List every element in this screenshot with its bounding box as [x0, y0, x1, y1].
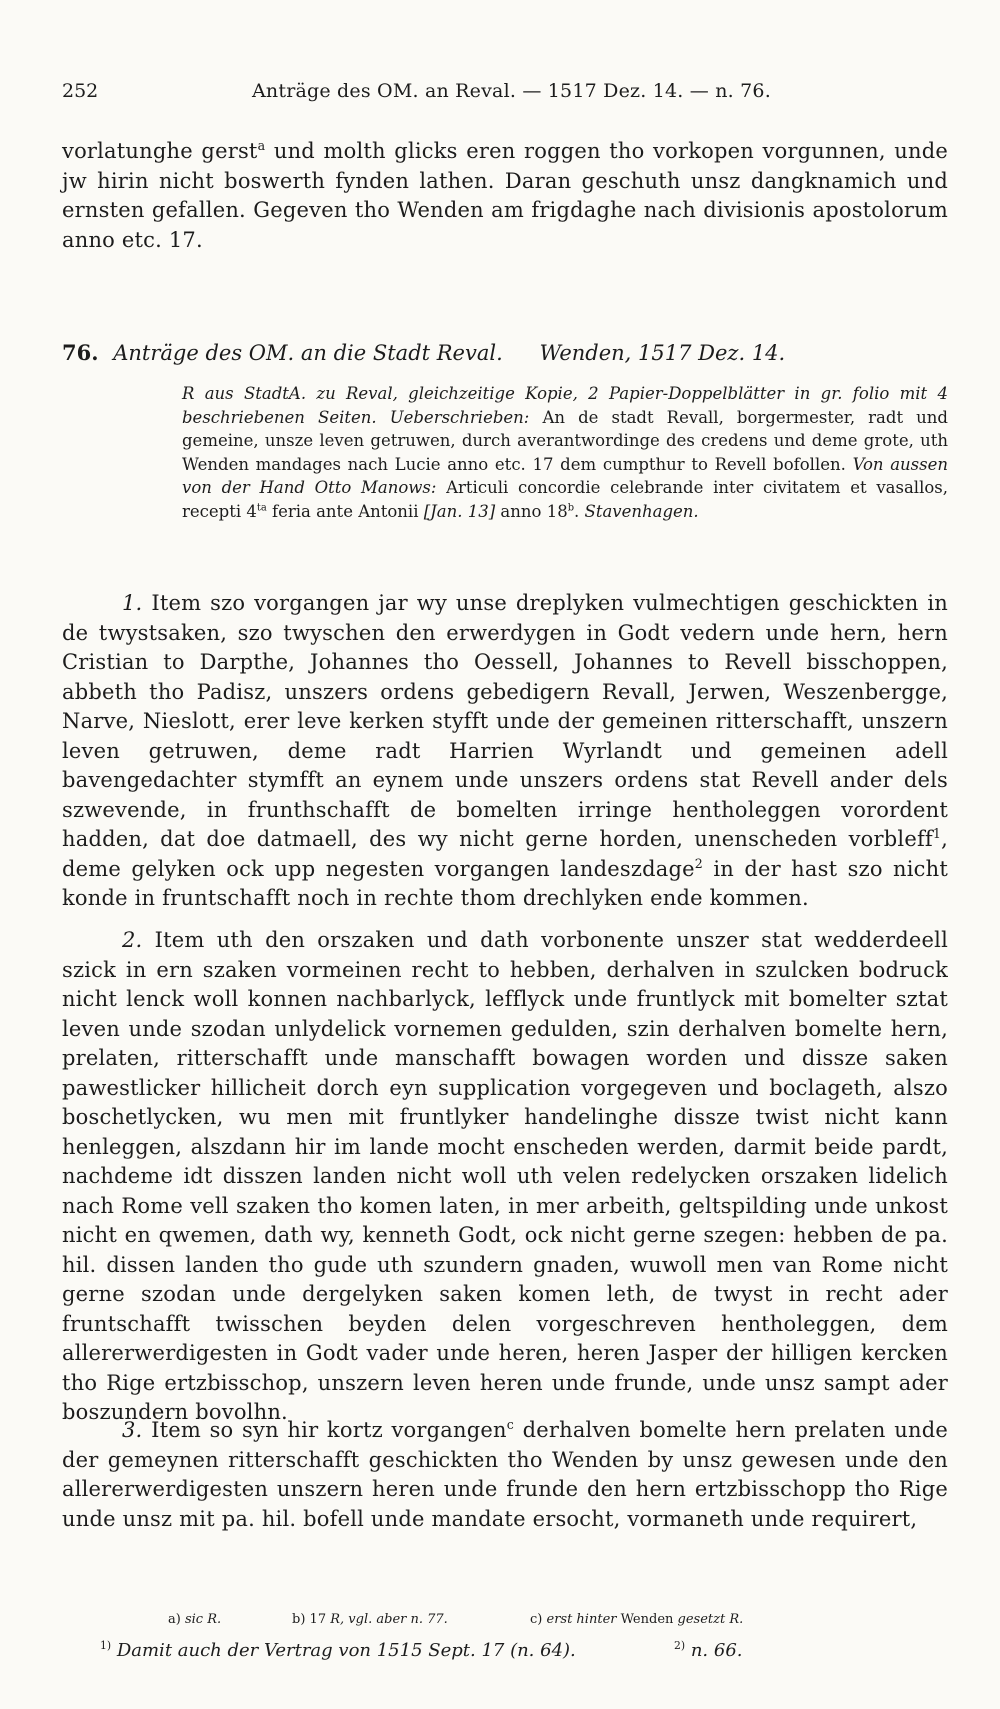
footnote-mark-a: a	[257, 138, 266, 153]
section-text: , deme gelyken ock upp negesten vorgangen landeszdage	[62, 827, 948, 881]
hand-text-2: feria ante Antonii	[266, 501, 424, 521]
entry-heading	[62, 340, 942, 365]
section-text: in der hast szo nicht konde in fruntschafft noch in rechte thom drechlyken ende kommen.	[62, 856, 949, 910]
footnote-text: R, vgl. aber n. 77.	[330, 1612, 448, 1627]
intro-first-word: vorlatunghe gerst	[62, 139, 258, 163]
hand-name: Stavenhagen.	[584, 501, 699, 521]
running-title: Anträge des OM. an Reval. — 1517 Dez. 14. — n. 76.	[252, 80, 771, 102]
footnote-b	[292, 1612, 448, 1627]
footnote-text: Damit auch der Vertrag von 1515 Sept. 17 (n. 64).	[116, 1640, 576, 1661]
section-number: 3.	[122, 1418, 143, 1442]
section-text: derhalven bomelte hern prelaten unde der gemeynen ritterschafft geschickten tho Wenden by unsz gewesen unde den allererwerdigesten unszern heren unde frunde den hern ertzbisschopp tho Rige unde unsz mit pa. hil. bofell unde mandate ersocht, vormaneth unde requirert,	[62, 1418, 948, 1531]
footnote-text: n. 66.	[690, 1640, 743, 1661]
footnote-text: erst hinter	[546, 1612, 617, 1627]
section-number: 1.	[122, 591, 143, 615]
footnote-mark-b: b	[567, 502, 575, 513]
page-number: 252	[62, 80, 99, 102]
entry-number: 76.	[62, 340, 99, 365]
footnote-ref-1: 1	[932, 826, 942, 841]
date-bracket: [Jan. 13]	[423, 501, 496, 521]
section-text: Item szo vorgangen jar wy unse dreplyken vulmechtigen geschickten in de twystsaken, szo twyschen den erwerdygen in Godt vedern unde hern, hern Cristian to Darpthe, Johannes tho Oessell, Johannes to Revell bisschoppen, abbeth tho Padisz, unszers ordens gebedigern Revall, Jerwen, Weszenbergge, Narve, Nieslott, erer leve kerken styfft unde der gemeinen ritterschafft, unszern leven getruwen, deme radt Harrien Wyrlandt und gemeinen adell bavengedachter stymfft an eynem unde unszers ordens stat Revell ander dels szwevende, in frunthschafft de bomelten irringe hentholeggen vorordent hadden, dat doe datmaell, des wy nicht gerne horden, unenscheden vorbleff	[62, 591, 948, 851]
footnote-text: sic R.	[184, 1612, 222, 1627]
hand-text-4: .	[574, 501, 580, 521]
section-2	[62, 926, 948, 1428]
hand-text-1: Articuli concordie celebrande inter civitatem et vasallos, recepti 4	[182, 478, 949, 521]
section-3	[62, 1416, 948, 1534]
footnote-label: 1)	[100, 1639, 112, 1652]
hand-label: Von aussen von der Hand Otto Manows:	[182, 454, 949, 497]
footnote-c	[530, 1612, 743, 1627]
section-number: 2.	[122, 928, 143, 952]
ueberschrieben-text: An de stadt Revall, borgermester, radt und gemeine, unsze leven getruwen, durch averantwordinge des credens und deme grote, uth Wenden mandages nach Lucie anno etc. 17 dem cumpthur to Revell bofollen.	[182, 407, 948, 474]
footnote-label: 2)	[674, 1639, 686, 1652]
intro-text: und molth glicks eren roggen tho vorkopen vorgunnen, unde jw hirin nicht boswerth fynden lathen. Daran geschuth unsz dangknamich und ernsten gefallen. Gegeven tho Wenden am frigdaghe nach divisionis apostolorum anno etc. 17.	[62, 139, 948, 252]
footnote-label: a)	[168, 1612, 181, 1627]
section-1	[62, 589, 948, 914]
source-description: R aus StadtA. zu Reval, gleichzeitige Kopie, 2 Papier-Doppelblätter in gr. folio mit 4 beschriebenen Seiten.	[182, 384, 948, 427]
footnote-label: b)	[292, 1612, 306, 1627]
footnote-text: gesetzt R.	[677, 1612, 744, 1627]
section-text: Item so syn hir kortz vorgangen	[142, 1418, 507, 1442]
intro-paragraph	[62, 137, 948, 255]
entry-title: Anträge des OM. an die Stadt Reval.	[113, 341, 503, 365]
footnote-2	[674, 1640, 743, 1661]
footnote-mark-c: c	[506, 1417, 514, 1432]
footnote-a	[168, 1612, 221, 1627]
footnote-ref-2: 2	[694, 855, 703, 871]
superscript-ta: ta	[256, 502, 267, 513]
footnote-number: 17	[309, 1612, 327, 1627]
footnote-word: Wenden	[620, 1612, 674, 1627]
hand-text-3: anno 18	[495, 501, 568, 521]
ueberschrieben-label: Ueberschrieben:	[389, 407, 530, 427]
footnote-label: c)	[530, 1612, 543, 1627]
footnote-1	[100, 1640, 576, 1661]
entry-place-date: Wenden, 1517 Dez. 14.	[539, 341, 786, 365]
source-apparatus	[182, 382, 948, 523]
section-text: Item uth den orszaken und dath vorbonente unszer stat wedderdeell szick in ern szaken vormeinen recht to hebben, derhalven in szulcken bodruck nicht lenck woll konnen nachbarlyck, lefflyck unde fruntlyck mit bomelter sztat leven unde szodan unlydelick vornemen gedulden, szin derhalven bomelte hern, prelaten, ritterschafft unde manschafft bowagen worden und dissze saken pawestlicker hillicheit dorch eyn supplication vorgegeven und boclageth, alszo boschetlycken, wu men mit fruntlyker handelinghe dissze twist nicht kann henleggen, alszdann hir im lande mocht enscheden werden, darmit beide pardt, nachdeme idt disszen landen nicht woll uth velen redelycken orszaken lidelich nach Rome vell szaken tho komen laten, in mer arbeith, geltspilding unde unkost nicht en qwemen, dath wy, kenneth Godt, ock nicht gerne szegen: hebben de pa. hil. dissen landen tho gude uth szundern gnaden, wuwoll men van Rome nicht gerne szodan unde dergelyken saken komen leth, de twyst in recht ader fruntschafft twisschen beyden delen vorgeschreven hentholeggen, dem allererwerdigesten in Godt vader unde heren, heren Jasper der hilligen kercken tho Rige ertzbisschop, unszern leven heren unde frunde, unde unsz sampt ader boszundern bovolhn.	[62, 928, 948, 1424]
page-header	[62, 80, 942, 112]
